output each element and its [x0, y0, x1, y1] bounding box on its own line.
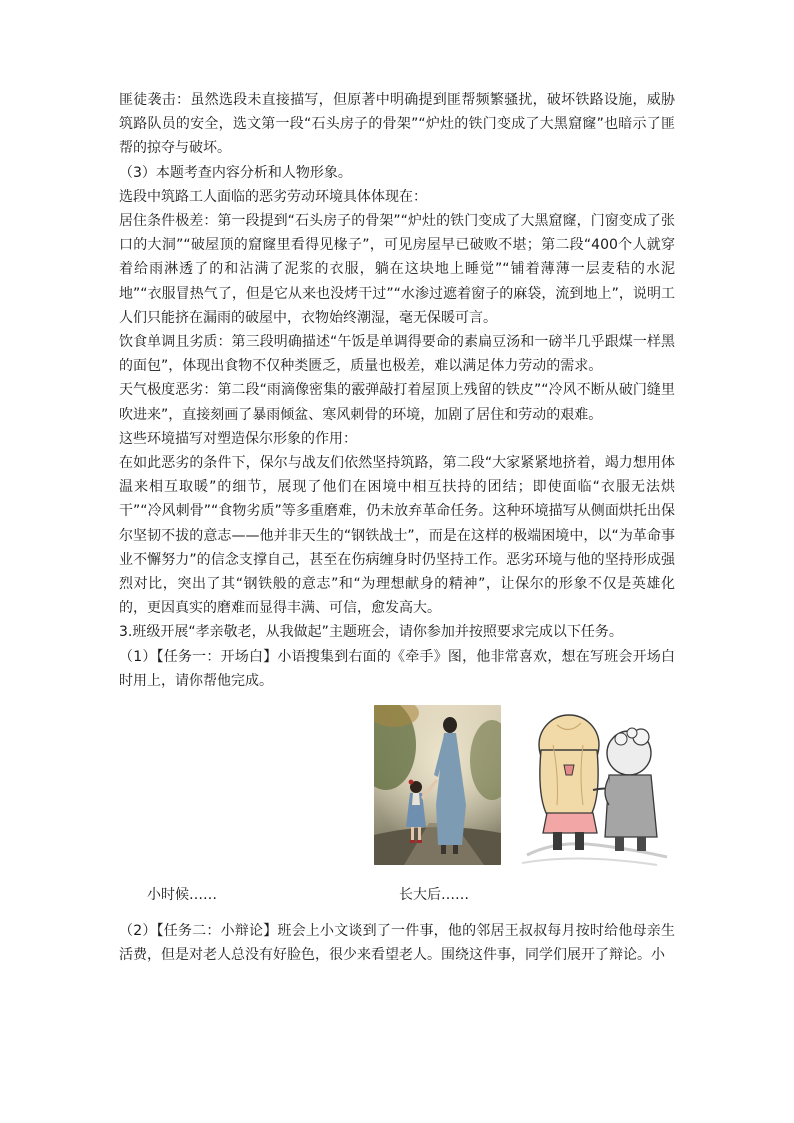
caption-grown-up: 长大后……	[399, 887, 469, 904]
paragraph-task-two: （2）【任务二：小辩论】班会上小文谈到了一件事，他的邻居王叔叔每月按时给他母亲生活费，但是对老人总没有好脸色，很少来看望老人。围绕这件事，同学们展开了辩论。小	[119, 923, 675, 964]
mother-daughter-photo	[374, 705, 501, 865]
paragraph-effect-intro: 这些环境描写对塑造保尔形象的作用：	[119, 430, 357, 447]
hand-in-hand-figures	[119, 705, 675, 883]
grandmother-girl-illustration	[517, 705, 670, 867]
paragraph-task-one: （1）【任务一：开场白】小语搜集到右面的《牵手》图，他非常喜欢，想在写班会开场白时用上，请你帮他完成。	[119, 648, 675, 689]
paragraph-task-3-intro: 3.班级开展“孝亲敬老，从我做起”主题班会，请你参加并按照要求完成以下任务。	[119, 624, 623, 641]
paragraph-bandit-attack: 匪徒袭击：虽然选段未直接描写，但原著中明确提到匪帮频繁骚扰，破坏铁路设施，威胁筑路队员的安全，选文第一段“石头房子的骨架”“炉灶的铁门变成了大黑窟窿”也暗示了匪帮的掠夺与破坏。	[119, 92, 675, 157]
paragraph-effect-analysis: 在如此恶劣的条件下，保尔与战友们依然坚持筑路，第二段“大家紧紧地挤着，竭力想用体温来相互取暖”的细节，展现了他们在困境中相互扶持的团结；即使面临“衣服无法烘干”“冷风刺骨”“食物劣质”等多重磨难，仍未放弃革命任务。这种环境描写从侧面烘托出保尔坚韧不拔的意志——他并非天生的“钢铁战士”，而是在这样的极端困境中，以“为革命事业不懈努力”的信念支撑自己，甚至在伤病缠身时仍坚持工作。恶劣环境与他的坚持形成强烈对比，突出了其“钢铁般的意志”和“为理想献身的精神”，让保尔的形象不仅是英雄化的，更因真实的磨难而显得丰满、可信，愈发高大。	[119, 455, 675, 617]
figure-captions	[119, 883, 675, 907]
paragraph-living-conditions: 居住条件极差：第一段提到“石头房子的骨架”“炉灶的铁门变成了大黑窟窿，门窗变成了张口的大洞”“破屋顶的窟窿里看得见椽子”，可见房屋早已破败不堪；第二段“400个人就穿着给雨淋透了的和沾满了泥浆的衣服，躺在这块地上睡觉”“铺着薄薄一层麦秸的水泥地”“衣服冒热气了，但是它从来也没烤干过”“水渗过遮着窗子的麻袋，流到地上”，说明工人们只能挤在漏雨的破屋中，衣物始终潮湿，毫无保暖可言。	[119, 213, 675, 326]
caption-childhood: 小时候……	[147, 887, 217, 904]
paragraph-environment-intro: 选段中筑路工人面临的恶劣劳动环境具体体现在：	[119, 188, 427, 205]
paragraph-diet: 饮食单调且劣质：第三段明确描述“午饭是单调得要命的素扁豆汤和一磅半几乎跟煤一样黑的面包”，体现出食物不仅种类匮乏，质量也极差，难以满足体力劳动的需求。	[119, 334, 675, 375]
paragraph-weather: 天气极度恶劣：第二段“雨滴像密集的霰弹敲打着屋顶上残留的铁皮”“冷风不断从破门缝里吹进来”，直接刻画了暴雨倾盆、寒风刺骨的环境，加剧了居住和劳动的艰难。	[119, 382, 675, 423]
paragraph-question-3: （3）本题考查内容分析和人物形象。	[119, 164, 352, 181]
document-page	[119, 88, 675, 967]
